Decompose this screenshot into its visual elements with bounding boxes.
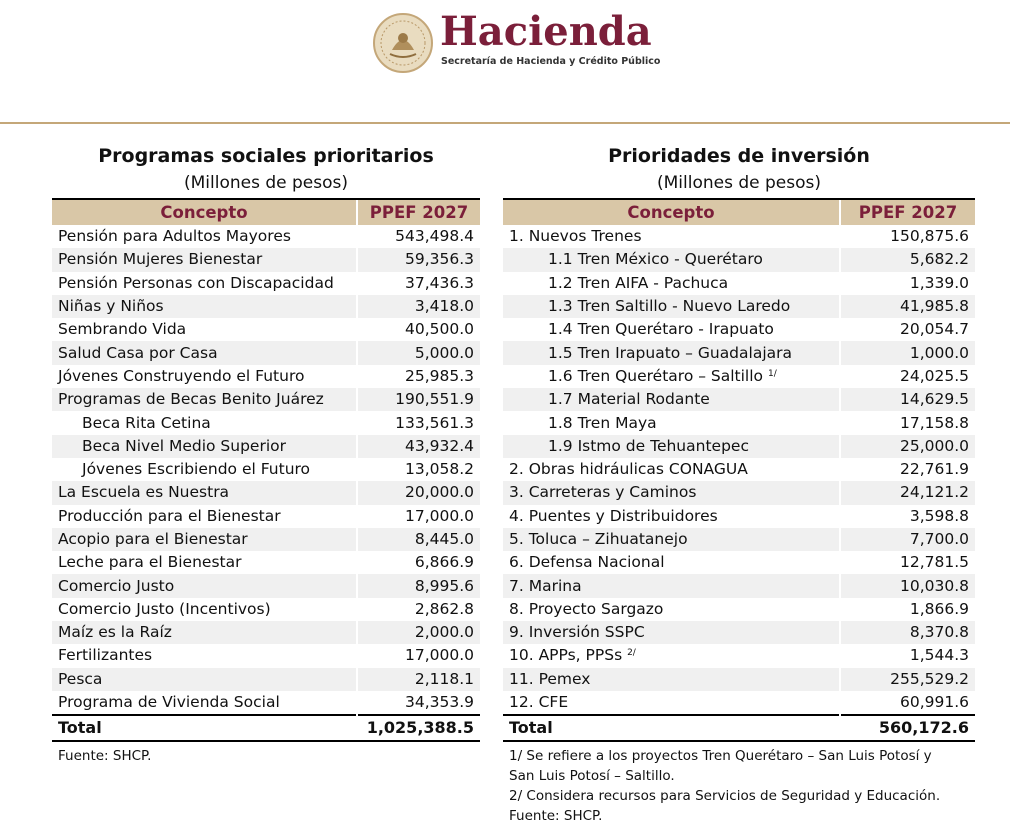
row-label — [503, 621, 840, 644]
row-value: 543,498.4 — [357, 225, 480, 248]
row-value: 10,030.8 — [840, 574, 975, 597]
row-value: 17,158.8 — [840, 411, 975, 434]
row-label-text: Fertilizantes — [58, 646, 153, 665]
row-label-text: Programas de Becas Benito Juárez — [58, 390, 324, 409]
row-label — [52, 551, 357, 574]
row-label-text: Comercio Justo — [58, 576, 175, 595]
table-row — [52, 668, 480, 691]
row-label — [503, 458, 840, 481]
row-label — [503, 598, 840, 621]
row-label-text: Pensión para Adultos Mayores — [58, 227, 291, 246]
row-value: 3,418.0 — [357, 295, 480, 318]
row-label — [503, 505, 840, 528]
row-label-text: Comercio Justo (Incentivos) — [58, 599, 271, 618]
row-label — [52, 458, 357, 481]
footnote-marker: 1/ — [767, 368, 777, 379]
table-row — [503, 668, 975, 691]
total-row — [52, 715, 480, 740]
row-label-text: Programa de Vivienda Social — [58, 693, 280, 712]
table-row — [503, 341, 975, 364]
table-row — [503, 411, 975, 434]
coat-of-arms-seal-icon — [372, 12, 434, 74]
row-label-text: 3. Carreteras y Caminos — [509, 483, 697, 502]
total-row — [503, 715, 975, 740]
row-label — [503, 668, 840, 691]
footnote-line: 2/ Considera recursos para Servicios de Seguridad y Educación. — [509, 787, 941, 804]
table-row — [503, 388, 975, 411]
row-label-text: 4. Puentes y Distribuidores — [509, 506, 718, 525]
brand-title: Hacienda — [440, 8, 652, 55]
row-label-text: 1.3 Tren Saltillo - Nuevo Laredo — [548, 297, 791, 316]
row-value: 2,862.8 — [357, 598, 480, 621]
table-row — [52, 458, 480, 481]
row-label-text: Beca Nivel Medio Superior — [82, 436, 286, 455]
table-row — [52, 691, 480, 715]
row-label — [503, 574, 840, 597]
table-row — [503, 272, 975, 295]
table-row — [503, 551, 975, 574]
row-label-text: Salud Casa por Casa — [58, 343, 218, 362]
row-label — [52, 691, 357, 715]
row-value: 37,436.3 — [357, 272, 480, 295]
row-label — [52, 574, 357, 597]
row-value: 25,000.0 — [840, 435, 975, 458]
row-value: 41,985.8 — [840, 295, 975, 318]
row-value: 12,781.5 — [840, 551, 975, 574]
page-header — [0, 0, 1024, 124]
row-value: 20,000.0 — [357, 481, 480, 504]
investment-priorities-table — [503, 198, 975, 742]
row-label — [503, 225, 840, 248]
table-row — [52, 388, 480, 411]
row-label — [52, 341, 357, 364]
panel-subtitle: (Millones de pesos) — [656, 173, 821, 193]
table-row — [52, 528, 480, 551]
row-value: 59,356.3 — [357, 248, 480, 271]
table-row — [52, 505, 480, 528]
row-value: 190,551.9 — [357, 388, 480, 411]
table-row — [503, 225, 975, 248]
row-label — [503, 528, 840, 551]
row-label-text: La Escuela es Nuestra — [58, 483, 230, 502]
row-label-text: 10. APPs, PPSs — [509, 646, 623, 665]
row-label — [503, 318, 840, 341]
header-divider — [0, 122, 1010, 124]
column-header-ppef: PPEF 2027 — [357, 199, 480, 225]
row-value: 17,000.0 — [357, 505, 480, 528]
total-value: 1,025,388.5 — [357, 715, 480, 740]
row-value: 43,932.4 — [357, 435, 480, 458]
row-value: 60,991.6 — [840, 691, 975, 715]
row-label — [503, 481, 840, 504]
row-value: 1,000.0 — [840, 341, 975, 364]
row-value: 8,445.0 — [357, 528, 480, 551]
table-row — [52, 225, 480, 248]
row-label-text: 9. Inversión SSPC — [509, 623, 645, 642]
row-label — [52, 481, 357, 504]
table-row — [52, 272, 480, 295]
row-label-text: Pensión Mujeres Bienestar — [58, 250, 263, 269]
row-label — [52, 435, 357, 458]
row-label-text: 1.1 Tren México - Querétaro — [548, 250, 763, 269]
panel-subtitle: (Millones de pesos) — [183, 173, 348, 193]
source-note — [52, 746, 480, 766]
column-header-concepto: Concepto — [52, 199, 357, 225]
row-label — [503, 388, 840, 411]
row-label — [503, 691, 840, 715]
row-label — [503, 551, 840, 574]
row-label-text: 1.7 Material Rodante — [548, 390, 710, 409]
row-value: 8,995.6 — [357, 574, 480, 597]
footnote-line: 1/ Se refiere a los proyectos Tren Querétaro – San Luis Potosí y — [509, 747, 932, 764]
row-label — [52, 621, 357, 644]
table-row — [52, 318, 480, 341]
table-row — [52, 644, 480, 667]
table-header-row — [52, 199, 480, 225]
row-label-text: 6. Defensa Nacional — [509, 553, 665, 572]
row-label — [52, 272, 357, 295]
row-label-text: 1.5 Tren Irapuato – Guadalajara — [548, 343, 793, 362]
row-label-text: Pensión Personas con Discapacidad — [58, 273, 334, 292]
brand-subtitle: Secretaría de Hacienda y Crédito Público — [441, 56, 661, 67]
row-label-text: 12. CFE — [509, 693, 569, 712]
row-value: 34,353.9 — [357, 691, 480, 715]
row-value: 1,339.0 — [840, 272, 975, 295]
row-value: 13,058.2 — [357, 458, 480, 481]
row-value: 24,025.5 — [840, 365, 975, 388]
investment-priorities-panel — [503, 140, 975, 826]
row-label — [503, 435, 840, 458]
row-value: 7,700.0 — [840, 528, 975, 551]
row-label-text: 11. Pemex — [509, 669, 591, 688]
row-label — [503, 644, 840, 667]
row-label-text: Leche para el Bienestar — [58, 553, 242, 572]
table-row — [52, 621, 480, 644]
table-row — [503, 318, 975, 341]
row-label — [52, 411, 357, 434]
table-row — [52, 481, 480, 504]
row-label — [503, 411, 840, 434]
row-label-text: Jóvenes Escribiendo el Futuro — [82, 460, 311, 479]
column-header-concepto: Concepto — [503, 199, 840, 225]
footnote-line: Fuente: SHCP. — [509, 807, 603, 824]
footnote-marker: 2/ — [627, 648, 636, 659]
row-value: 24,121.2 — [840, 481, 975, 504]
row-label-text: Beca Rita Cetina — [82, 413, 211, 432]
row-value: 1,866.9 — [840, 598, 975, 621]
table-row — [52, 295, 480, 318]
row-label-text: 1.2 Tren AIFA - Pachuca — [548, 273, 729, 292]
row-label — [503, 272, 840, 295]
row-value: 20,054.7 — [840, 318, 975, 341]
table-row — [503, 295, 975, 318]
row-value: 2,000.0 — [357, 621, 480, 644]
row-label-text: Jóvenes Construyendo el Futuro — [58, 366, 305, 385]
table-row — [503, 248, 975, 271]
table-row — [52, 411, 480, 434]
row-label-text: 1.6 Tren Querétaro – Saltillo — [548, 366, 764, 385]
row-label-text: Acopio para el Bienestar — [58, 530, 248, 548]
table-row — [52, 435, 480, 458]
row-value: 25,985.3 — [357, 365, 480, 388]
row-label-text: 2. Obras hidráulicas CONAGUA — [509, 460, 748, 479]
table-row — [52, 248, 480, 271]
table-row — [52, 341, 480, 364]
table-row — [503, 691, 975, 715]
table-row — [503, 598, 975, 621]
panel-title: Prioridades de inversión — [608, 145, 870, 167]
row-label — [503, 248, 840, 271]
row-value: 133,561.3 — [357, 411, 480, 434]
table-row — [503, 365, 975, 388]
total-label: Total — [52, 715, 357, 740]
row-value: 6,866.9 — [357, 551, 480, 574]
row-label — [503, 365, 840, 388]
row-label-text: 5. Toluca – Zihuatanejo — [509, 530, 688, 548]
row-label-text: 7. Marina — [509, 576, 582, 595]
social-programs-panel — [52, 140, 480, 766]
row-label — [52, 318, 357, 341]
total-label: Total — [503, 715, 840, 740]
table-row — [52, 598, 480, 621]
row-label — [52, 668, 357, 691]
row-label — [503, 295, 840, 318]
total-value: 560,172.6 — [840, 715, 975, 740]
row-value: 17,000.0 — [357, 644, 480, 667]
table-row — [503, 435, 975, 458]
column-header-ppef: PPEF 2027 — [840, 199, 975, 225]
row-value: 3,598.8 — [840, 505, 975, 528]
row-value: 5,682.2 — [840, 248, 975, 271]
table-row — [52, 365, 480, 388]
row-label-text: 1. Nuevos Trenes — [509, 227, 642, 246]
row-value: 150,875.6 — [840, 225, 975, 248]
footnotes — [503, 746, 975, 826]
table-header-row — [503, 199, 975, 225]
row-value: 5,000.0 — [357, 341, 480, 364]
row-value: 40,500.0 — [357, 318, 480, 341]
row-label — [52, 598, 357, 621]
table-row — [503, 574, 975, 597]
table-row — [503, 505, 975, 528]
row-value: 8,370.8 — [840, 621, 975, 644]
row-value: 255,529.2 — [840, 668, 975, 691]
table-row — [503, 644, 975, 667]
row-label — [503, 341, 840, 364]
panel-title: Programas sociales prioritarios — [98, 145, 434, 167]
row-value: 14,629.5 — [840, 388, 975, 411]
social-programs-table — [52, 198, 480, 742]
table-row — [503, 481, 975, 504]
row-value: 1,544.3 — [840, 644, 975, 667]
row-label-text: 1.9 Istmo de Tehuantepec — [548, 436, 749, 455]
row-label-text: Pesca — [58, 669, 103, 688]
row-value: 2,118.1 — [357, 668, 480, 691]
table-row — [503, 528, 975, 551]
row-label — [52, 225, 357, 248]
row-label-text: Sembrando Vida — [58, 320, 187, 339]
table-row — [52, 551, 480, 574]
row-value: 22,761.9 — [840, 458, 975, 481]
table-row — [52, 574, 480, 597]
row-label — [52, 388, 357, 411]
footnote-line: San Luis Potosí – Saltillo. — [509, 767, 675, 784]
row-label-text: 8. Proyecto Sargazo — [509, 599, 664, 618]
row-label — [52, 365, 357, 388]
row-label-text: 1.8 Tren Maya — [548, 413, 657, 432]
row-label — [52, 295, 357, 318]
row-label — [52, 528, 357, 551]
row-label — [52, 505, 357, 528]
row-label-text: Maíz es la Raíz — [58, 623, 172, 642]
source-text: Fuente: SHCP. — [58, 747, 152, 764]
row-label-text: 1.4 Tren Querétaro - Irapuato — [548, 320, 774, 339]
table-row — [503, 458, 975, 481]
row-label-text: Niñas y Niños — [58, 297, 164, 316]
row-label — [52, 644, 357, 667]
row-label-text: Producción para el Bienestar — [58, 506, 281, 525]
table-row — [503, 621, 975, 644]
row-label — [52, 248, 357, 271]
